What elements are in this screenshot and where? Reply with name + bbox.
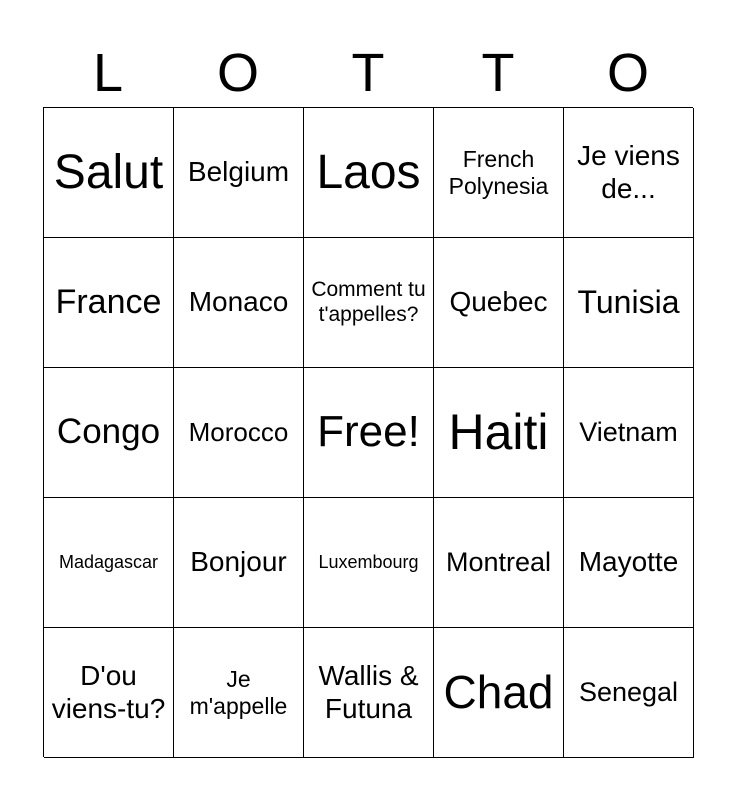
cell-label: Chad [443,666,554,719]
cell-label: Haiti [448,403,549,460]
cell-label: Vietnam [579,416,678,447]
cell-label: Congo [56,412,161,452]
board-cell[interactable] [564,238,694,368]
board-cell[interactable] [304,498,434,628]
cell-label: Montreal [445,546,552,577]
board-cell[interactable] [174,108,304,238]
board-cell[interactable] [44,368,174,498]
cell-label: French Polynesia [448,146,549,199]
board-cell[interactable] [44,628,174,758]
board-cell[interactable] [434,628,564,758]
board-cell[interactable] [304,108,434,238]
free-space-cell[interactable] [304,368,434,498]
board-cell[interactable] [564,108,694,238]
cell-label: Bonjour [190,546,287,578]
cell-label: Morocco [188,416,289,447]
board-cell[interactable] [434,108,564,238]
board-cell[interactable] [434,238,564,368]
header-letter: T [481,43,515,103]
board-cell[interactable] [564,628,694,758]
board-cell[interactable] [44,108,174,238]
header-letter: O [216,43,259,103]
cell-label: Je m'appelle [189,666,288,719]
cell-label: France [55,282,162,321]
cell-label: Mayotte [578,546,679,578]
board-cell[interactable] [434,498,564,628]
board-cell[interactable] [44,238,174,368]
lotto-board [43,107,693,757]
cell-label: Free! [317,407,420,457]
cell-label: Je viens de... [577,140,680,204]
board-cell[interactable] [174,238,304,368]
cell-label: Luxembourg [318,552,419,573]
cell-label: Salut [53,145,164,199]
cell-label: Quebec [449,286,548,318]
cell-label: Belgium [187,156,290,188]
cell-label: Laos [316,145,421,199]
cell-label: D'ou viens-tu? [51,660,166,724]
header-letter: O [606,43,649,103]
board-cell[interactable] [434,368,564,498]
board-cell[interactable] [174,368,304,498]
lotto-header [43,42,693,104]
board-cell[interactable] [44,498,174,628]
board-cell[interactable] [174,498,304,628]
cell-label: Tunisia [577,284,680,321]
cell-label: Madagascar [58,552,159,573]
board-cell[interactable] [304,628,434,758]
board-cell[interactable] [174,628,304,758]
cell-label: Wallis & Futuna [318,660,419,724]
board-cell[interactable] [564,498,694,628]
header-letter: L [92,43,124,103]
board-cell[interactable] [564,368,694,498]
cell-label: Senegal [578,676,679,707]
cell-label: Comment tu t'appelles? [311,278,426,326]
header-letter: T [351,43,385,103]
cell-label: Monaco [188,286,289,318]
board-cell[interactable] [304,238,434,368]
